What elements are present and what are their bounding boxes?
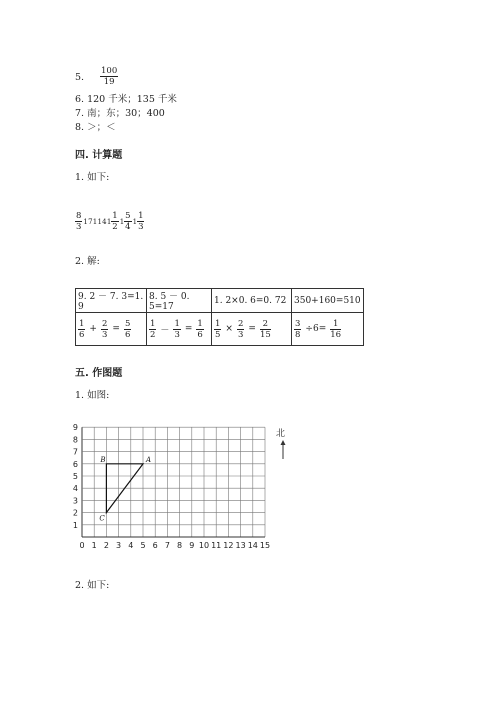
fraction-denominator: 3 (174, 329, 180, 340)
fraction-denominator: 19 (103, 77, 115, 87)
fraction-denominator: 3 (76, 222, 82, 232)
x-tick-label: 10 (198, 541, 210, 550)
section-5-title: 五. 作图题 (75, 368, 123, 379)
fraction-denominator: 6 (124, 329, 131, 340)
y-tick-label: 2 (72, 508, 78, 518)
fraction-denominator: 8 (295, 329, 301, 340)
section-4-title: 四. 计算题 (75, 150, 123, 161)
grid-diagram (70, 418, 300, 558)
table-row (76, 313, 364, 346)
x-tick-label: 1 (91, 541, 97, 550)
operator: = (184, 324, 193, 334)
y-tick-label: 7 (72, 447, 78, 457)
x-tick-label: 15 (259, 541, 271, 550)
y-tick-label: 4 (72, 484, 78, 494)
section-4-item-2: 2. 解: (75, 256, 100, 267)
fraction (330, 319, 341, 340)
fraction (196, 319, 203, 340)
fraction-numerator: 1 (215, 318, 221, 329)
grid-lines (82, 427, 265, 537)
fraction-numerator: 3 (295, 318, 301, 329)
fraction-denominator: 6 (197, 329, 203, 340)
x-tick-label: 12 (223, 541, 234, 550)
y-tick-label: 3 (72, 496, 78, 506)
fraction-numerator: 1 (174, 318, 180, 329)
x-tick-label: 5 (140, 541, 146, 550)
x-tick-label: 8 (177, 541, 183, 550)
x-tick-label: 4 (128, 541, 134, 550)
fraction (101, 319, 108, 340)
table-cell (147, 313, 212, 346)
fraction (75, 211, 82, 232)
x-tick-label: 7 (164, 541, 170, 550)
point-label: C (99, 514, 105, 523)
calc-table (75, 288, 364, 346)
x-tick-label: 6 (152, 541, 158, 550)
fraction-denominator: 2 (112, 222, 118, 232)
x-tick-label: 0 (79, 541, 85, 550)
fraction-denominator: 3 (138, 222, 144, 232)
y-tick-label: 5 (72, 472, 78, 481)
operator: － (160, 325, 170, 336)
y-tick-label: 1 (72, 520, 78, 530)
fraction-denominator: 3 (237, 329, 244, 340)
fraction-numerator: 1 (197, 318, 203, 329)
fraction-denominator: 2 (150, 329, 156, 340)
operator: 1 (132, 217, 137, 226)
fraction-numerator: 5 (124, 318, 131, 329)
operator: ÷6= (305, 324, 327, 334)
fraction-numerator: 2 (101, 318, 108, 329)
fraction-numerator: 1 (112, 211, 118, 221)
fraction (294, 319, 301, 340)
fraction-denominator: 6 (79, 329, 85, 340)
fraction-numerator: 1 (79, 318, 85, 329)
north-label: 北 (276, 429, 286, 439)
fraction-denominator: 16 (330, 329, 342, 340)
fraction-numerator: 100 (101, 66, 118, 76)
calc-expression (75, 203, 144, 232)
fraction-denominator: 15 (259, 329, 271, 340)
table-cell (292, 313, 364, 346)
operator: 1 (119, 217, 124, 226)
answer-5-label: 5. (75, 72, 85, 83)
x-tick-label: 13 (235, 541, 246, 550)
answer-6: 6. 120 千米；135 千米 (75, 94, 177, 105)
fraction-denominator: 5 (215, 329, 221, 340)
fraction (260, 319, 271, 340)
point-label: B (100, 455, 106, 464)
x-tick-label: 14 (247, 541, 258, 550)
y-tick-label: 6 (72, 459, 78, 469)
fraction-numerator: 8 (76, 211, 82, 221)
fraction-numerator: 1 (138, 211, 144, 221)
answer-8: 8. ＞；＜ (75, 122, 116, 133)
fraction (137, 211, 144, 232)
operator: = (112, 324, 120, 334)
fraction-denominator: 4 (125, 222, 131, 232)
fraction (124, 211, 131, 232)
table-cell: 8. 5 － 0. 5=17 (147, 289, 212, 313)
fraction-numerator: 5 (125, 211, 131, 221)
section-5-item-2: 2. 如下: (75, 580, 110, 591)
fraction-numerator: 2 (237, 318, 244, 329)
table-cell: 9. 2 － 7. 3=1. 9 (76, 289, 147, 313)
table-cell: 1. 2×0. 6=0. 72 (212, 289, 292, 313)
y-tick-label: 9 (72, 423, 78, 433)
x-tick-label: 11 (211, 541, 222, 550)
operator: 1 7 1 1 4 1 (83, 217, 111, 226)
answer-5-fraction (100, 66, 118, 87)
fraction (173, 319, 180, 340)
section-4-item-1: 1. 如下: (75, 172, 110, 183)
fraction (237, 319, 244, 340)
table-row (76, 289, 364, 313)
operator: = (248, 324, 256, 334)
operator: + (89, 324, 97, 334)
fraction-numerator: 1 (330, 319, 341, 330)
fraction (78, 319, 85, 340)
table-cell (212, 313, 292, 346)
fraction-numerator: 1 (150, 318, 156, 329)
x-tick-label: 9 (189, 541, 195, 550)
answer-7: 7. 南；东；30；400 (75, 108, 165, 119)
point-label: A (146, 455, 152, 464)
fraction-denominator: 3 (101, 329, 108, 340)
fraction (149, 319, 156, 340)
table-cell: 350+160=510 (292, 289, 364, 313)
operator: × (225, 324, 233, 334)
x-tick-label: 3 (116, 541, 122, 550)
expression-row (75, 211, 144, 232)
section-5-item-1: 1. 如图: (75, 390, 110, 401)
fraction (124, 319, 131, 340)
north-arrow-icon (279, 440, 289, 460)
x-tick-label: 2 (103, 541, 109, 550)
fraction (214, 319, 221, 340)
fraction-numerator: 2 (260, 319, 271, 330)
table-cell (76, 313, 147, 346)
y-tick-label: 8 (72, 435, 78, 445)
fraction (111, 211, 118, 232)
